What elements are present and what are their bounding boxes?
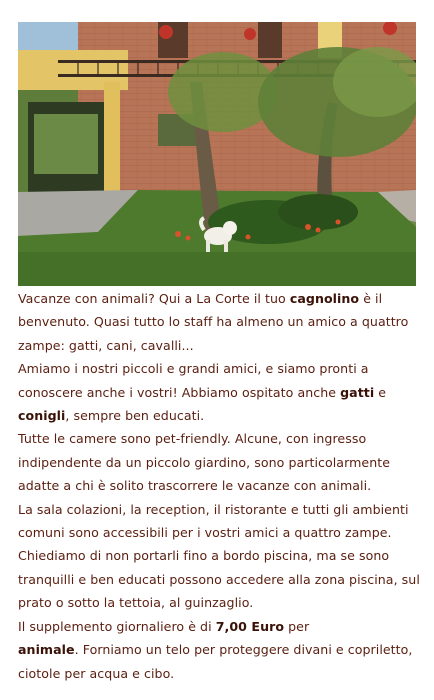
text-span: e: [374, 384, 387, 400]
paragraph-intro: [18, 287, 422, 357]
text-span: Vacanze con animali? Qui a La Corte il tuo: [18, 291, 290, 306]
text-span: . Forniamo un telo per proteggere divani e copriletto, ciotole per acqua e cibo.: [18, 642, 413, 681]
yellow-column: [104, 82, 120, 202]
paragraph-common-areas: La sala colazioni, la reception, il ristorante e tutti gli ambienti comuni sono accessibili per i vostri amici a quattro zampe.: [18, 501, 409, 541]
text-span: è il benvenuto. Quasi tutto lo staff ha almeno un amico a quattro zampe: gatti, cani, cavalli...: [18, 291, 409, 353]
paragraph-fee: [18, 615, 422, 685]
courtyard-photo: [18, 22, 416, 286]
courtyard-photo-drawing: [18, 22, 416, 286]
article-text: [18, 287, 422, 685]
text-span: , sempre ben educati.: [65, 408, 205, 424]
highlight-cagnolino: cagnolino: [289, 291, 360, 306]
paragraph-pool: Chiediamo di non portarli fino a bordo piscina, ma se sono tranquilli e ben educati possono accedere alla zona piscina, sul prato o sotto la tettoia, al guinzaglio.: [18, 548, 420, 611]
text-span: per: [284, 618, 310, 634]
paragraph-rooms: Tutte le camere sono pet-friendly. Alcune, con ingresso indipendente da un piccolo giardino, sono particolarmente adatte a chi è solito trascorrere le vacanze con animali.: [18, 431, 391, 494]
highlight-price: 7,00 Euro: [215, 618, 285, 634]
highlight-gatti: gatti: [340, 384, 375, 400]
highlight-conigli: conigli: [18, 408, 66, 424]
text-span: Amiamo i nostri piccoli e grandi amici, e siamo pronti a conoscere anche i vostri! Abbiamo ospitato anche: [18, 361, 369, 400]
text-span: Il supplemento giornaliero è di: [18, 618, 216, 634]
paragraph-friends: [18, 357, 422, 427]
highlight-animale: animale: [18, 642, 75, 658]
